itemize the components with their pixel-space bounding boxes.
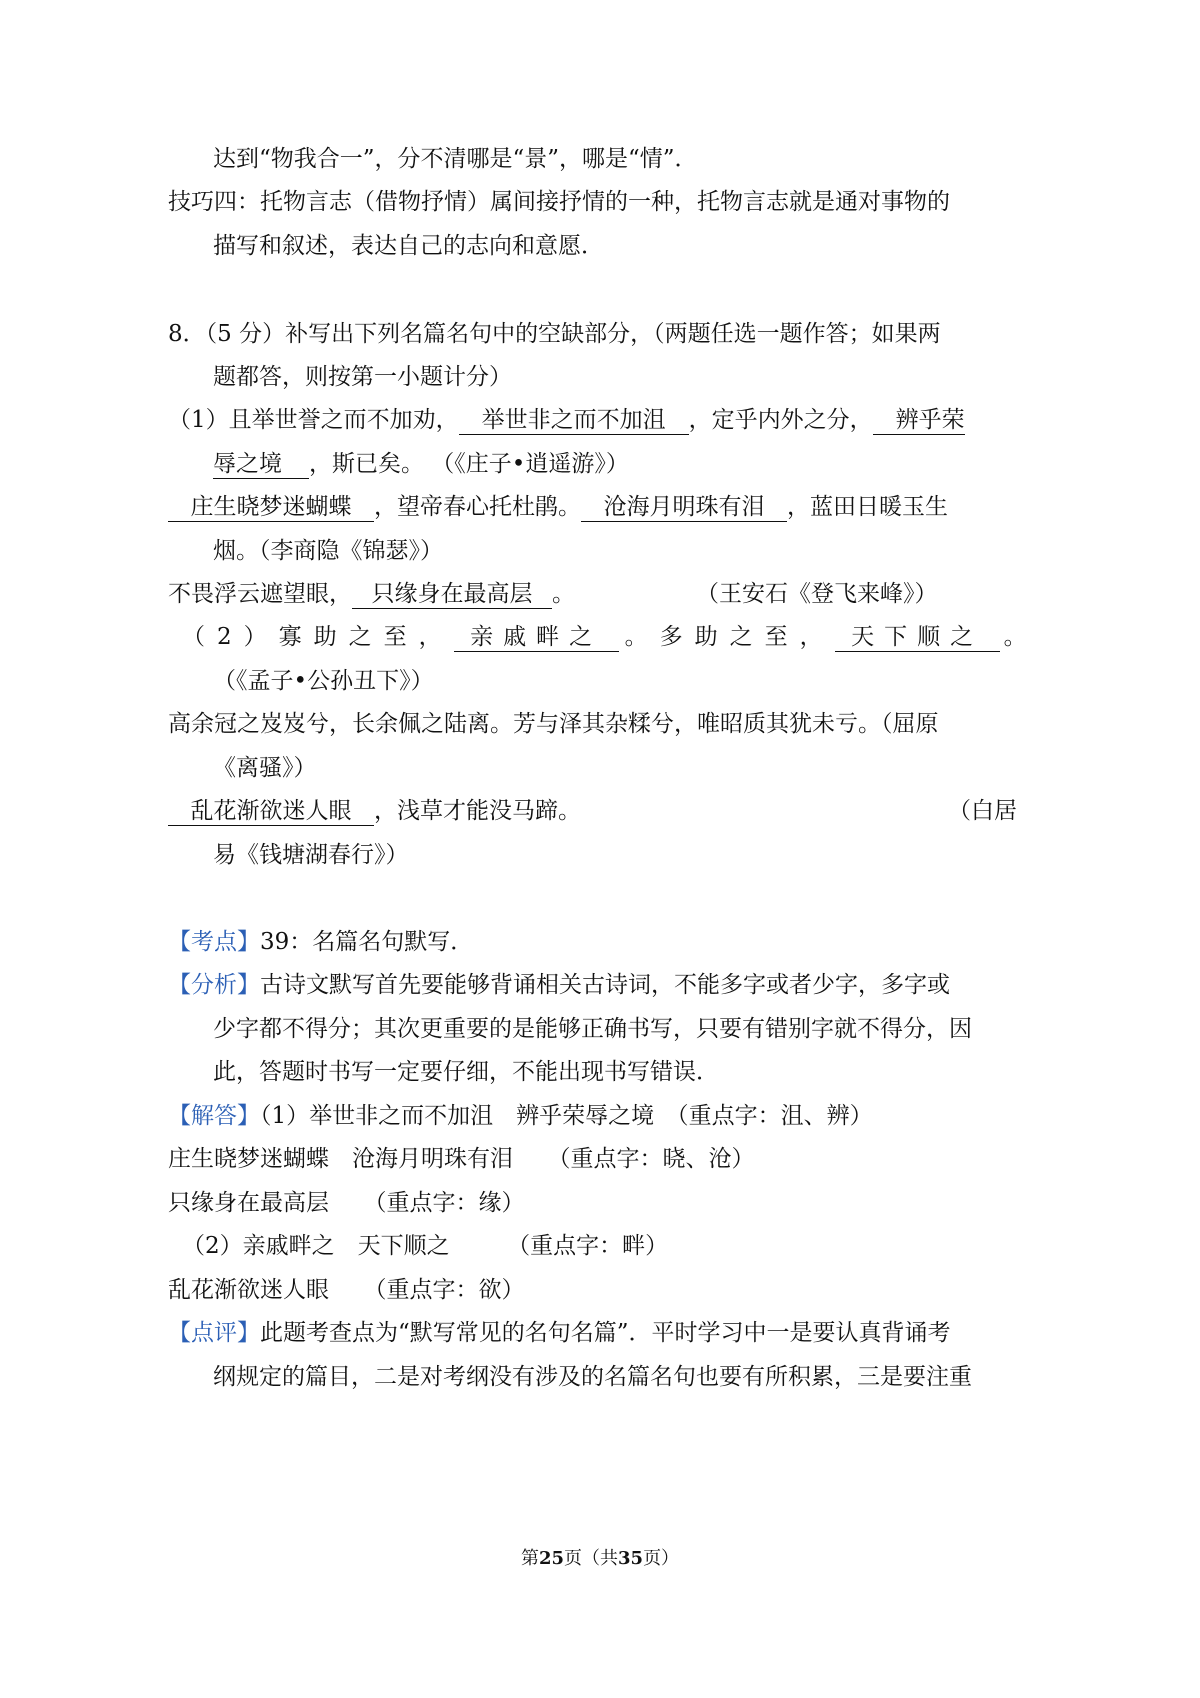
text-segment: ，望帝春心托杜鹃。 bbox=[374, 494, 581, 520]
source-citation: （王安石《登飞来峰》） bbox=[696, 581, 938, 607]
text-segment: （白居 bbox=[948, 798, 1017, 824]
fill-line bbox=[168, 491, 948, 523]
text-segment: ，蓝田日暖玉生 bbox=[787, 494, 948, 520]
dianping-line bbox=[168, 1317, 951, 1349]
text-segment: 39：名篇名句默写． bbox=[260, 929, 474, 955]
answer-blank: 沧海月明珠有泪 bbox=[581, 493, 787, 522]
text-segment: 。多助之至， bbox=[624, 624, 835, 650]
kaodian-tag: 【考点】 bbox=[168, 929, 260, 955]
text-line: 题都答，则按第一小题计分） bbox=[213, 364, 512, 390]
text-segment: 。 bbox=[1003, 624, 1027, 650]
kaodian-line bbox=[168, 926, 473, 958]
text-line: 庄生晓梦迷蝴蝶 沧海月明珠有泪 （重点字：晓、沧） bbox=[168, 1146, 755, 1172]
answer-blank: 辨乎荣 bbox=[873, 406, 965, 435]
text-segment: （1）举世非之而不加沮 辨乎荣辱之境 （重点字：沮、辨） bbox=[260, 1103, 873, 1129]
total-page-number: 35 bbox=[618, 1548, 644, 1569]
text-segment: 此题考查点为“默写常见的名句名篇”．平时学习中一是要认真背诵考 bbox=[260, 1320, 951, 1346]
text-segment: 古诗文默写首先要能够背诵相关古诗词，不能多字或者少字，多字或 bbox=[260, 972, 950, 998]
fill-line bbox=[213, 448, 629, 480]
text-segment: （1）且举世誉之而不加劝， bbox=[168, 407, 459, 433]
text-line: 只缘身在最高层 （重点字：缘） bbox=[168, 1190, 525, 1216]
text-line: 《离骚》） bbox=[213, 755, 317, 781]
text-segment: ，斯已矣。 （《庄子•逍遥游》） bbox=[309, 451, 629, 477]
question-8-heading: 8．（5 分）补写出下列名篇名句中的空缺部分，（两题任选一题作答；如果两 bbox=[168, 321, 941, 347]
text-line: 此，答题时书写一定要仔细，不能出现书写错误． bbox=[213, 1059, 719, 1085]
fenxi-line bbox=[168, 969, 950, 1001]
text-segment: ，定乎内外之分， bbox=[688, 407, 873, 433]
answer-blank: 只缘身在最高层 bbox=[352, 580, 552, 609]
footer-text: 页） bbox=[643, 1548, 680, 1569]
fenxi-tag: 【分析】 bbox=[168, 972, 260, 998]
fill-line bbox=[168, 404, 965, 436]
text-segment: 。 bbox=[552, 581, 575, 607]
current-page-number: 25 bbox=[538, 1548, 564, 1569]
answer-blank: 亲戚畔之 bbox=[454, 623, 619, 652]
jieda-tag: 【解答】 bbox=[168, 1103, 260, 1129]
text-line: 技巧四：托物言志（借物抒情）属间接抒情的一种，托物言志就是通对事物的 bbox=[168, 189, 950, 215]
text-segment: （2）寡助之至， bbox=[182, 624, 454, 650]
text-line: 达到“物我合一”，分不清哪是“景”，哪是“情”． bbox=[213, 146, 698, 172]
dianping-tag: 【点评】 bbox=[168, 1320, 260, 1346]
footer-text: 第 bbox=[520, 1548, 539, 1569]
answer-blank: 天下顺之 bbox=[835, 623, 1000, 652]
text-line: （2）亲戚畔之 天下顺之 （重点字：畔） bbox=[182, 1233, 669, 1259]
text-line: 纲规定的篇目，二是对考纲没有涉及的名篇名句也要有所积累，三是要注重 bbox=[213, 1364, 972, 1390]
footer-text: 页（共 bbox=[564, 1548, 618, 1569]
text-line: 描写和叙述，表达自己的志向和意愿． bbox=[213, 233, 604, 259]
text-line: 少字都不得分；其次更重要的是能够正确书写，只要有错别字就不得分，因 bbox=[213, 1016, 972, 1042]
answer-blank: 辱之境 bbox=[213, 450, 309, 479]
text-line: 乱花渐欲迷人眼 （重点字：欲） bbox=[168, 1277, 525, 1303]
page-footer bbox=[0, 1547, 1200, 1571]
fill-line bbox=[168, 795, 581, 827]
fill-line bbox=[168, 578, 575, 610]
answer-blank: 乱花渐欲迷人眼 bbox=[168, 797, 374, 826]
answer-blank: 庄生晓梦迷蝴蝶 bbox=[168, 493, 374, 522]
answer-blank: 举世非之而不加沮 bbox=[459, 406, 689, 435]
fill-line bbox=[182, 621, 1027, 653]
text-line: 高余冠之岌岌兮，长余佩之陆离。芳与泽其杂糅兮，唯昭质其犹未亏。（屈原 bbox=[168, 711, 939, 737]
jieda-line bbox=[168, 1100, 873, 1132]
text-line: （《孟子•公孙丑下》） bbox=[213, 668, 434, 694]
text-segment: 不畏浮云遮望眼， bbox=[168, 581, 352, 607]
text-line: 易《钱塘湖春行》） bbox=[213, 842, 409, 868]
text-segment: ，浅草才能没马蹄。 bbox=[374, 798, 581, 824]
text-line: 烟。（李商隐《锦瑟》） bbox=[213, 538, 443, 564]
